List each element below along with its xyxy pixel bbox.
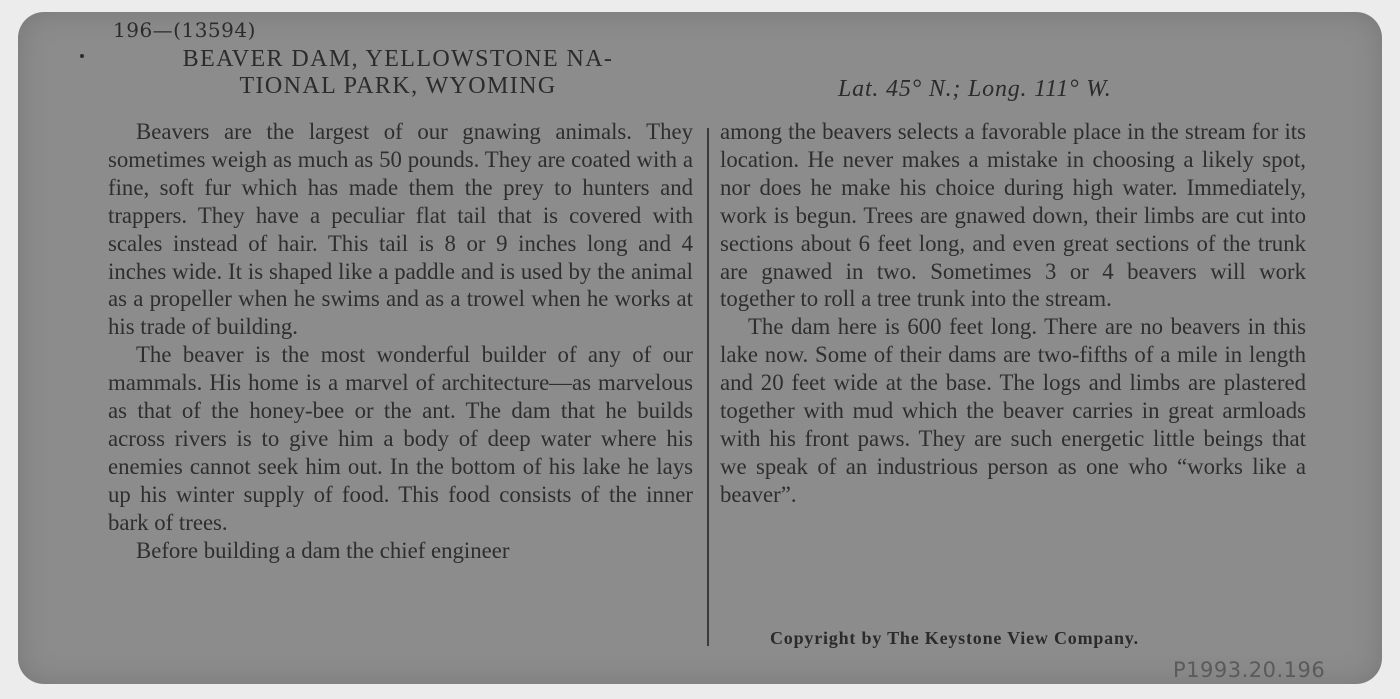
paragraph: Before building a dam the chief engineer [136,537,510,563]
stereograph-card-back [18,12,1382,684]
paragraph: among the beavers selects a favorable place in the stream for its location. He never makes a mistake in choosing a likely spot, nor does he make his choice during high water. Immediately, work is begun. Trees are gnawed down, their limbs are cut into sections about 6 feet long, and even great sections of the trunk are gnawed in two. Sometimes 3 or 4 beavers will work together to roll a tree trunk into the stream. [720,119,1306,312]
paragraph: The dam here is 600 feet long. There are no beavers in this lake now. Some of their dams are two-fifths of a mile in length and 20 feet wide at the base. The logs and limbs are plastered together with mud which the beaver carries in great armloads with his front paws. They are such energetic little beings that we speak of an industrious person as one who “works like a beaver”. [720,314,1306,507]
paragraph: The beaver is the most wonderful builder of any of our mammals. His home is a marvel of architecture—as marvelous as that of the honey-bee or the ant. The dam that he builds across rivers is to give him a body of deep water where his enemies cannot seek him out. In the bottom of his lake he lays up his winter supply of food. This food consists of the inner bark of trees. [108,342,693,535]
punch-dot [80,54,84,58]
left-text-column [108,118,693,565]
title-line-1: BEAVER DAM, YELLOWSTONE NA- [182,46,614,72]
paragraph: Beavers are the largest of our gnawing animals. They sometimes weigh as much as 50 pounds. They are coated with a fine, soft fur which has made them the prey to hunters and trappers. They have a peculiar flat tail that is covered with scales instead of hair. This tail is 8 or 9 inches long and 4 inches wide. It is shaped like a paddle and is used by the animal as a propeller when he swims and as a trowel when he works at his trade of building. [108,119,693,340]
title-line-2: TIONAL PARK, WYOMING [239,73,557,99]
coordinates: Lat. 45° N.; Long. 111° W. [838,76,1112,102]
right-text-column [720,118,1306,509]
column-divider [707,128,709,646]
card-title [88,46,708,100]
accession-number: P1993.20.196 [1173,658,1326,682]
catalog-number: 196—(13594) [113,18,256,42]
copyright-notice: Copyright by The Keystone View Company. [770,628,1139,648]
